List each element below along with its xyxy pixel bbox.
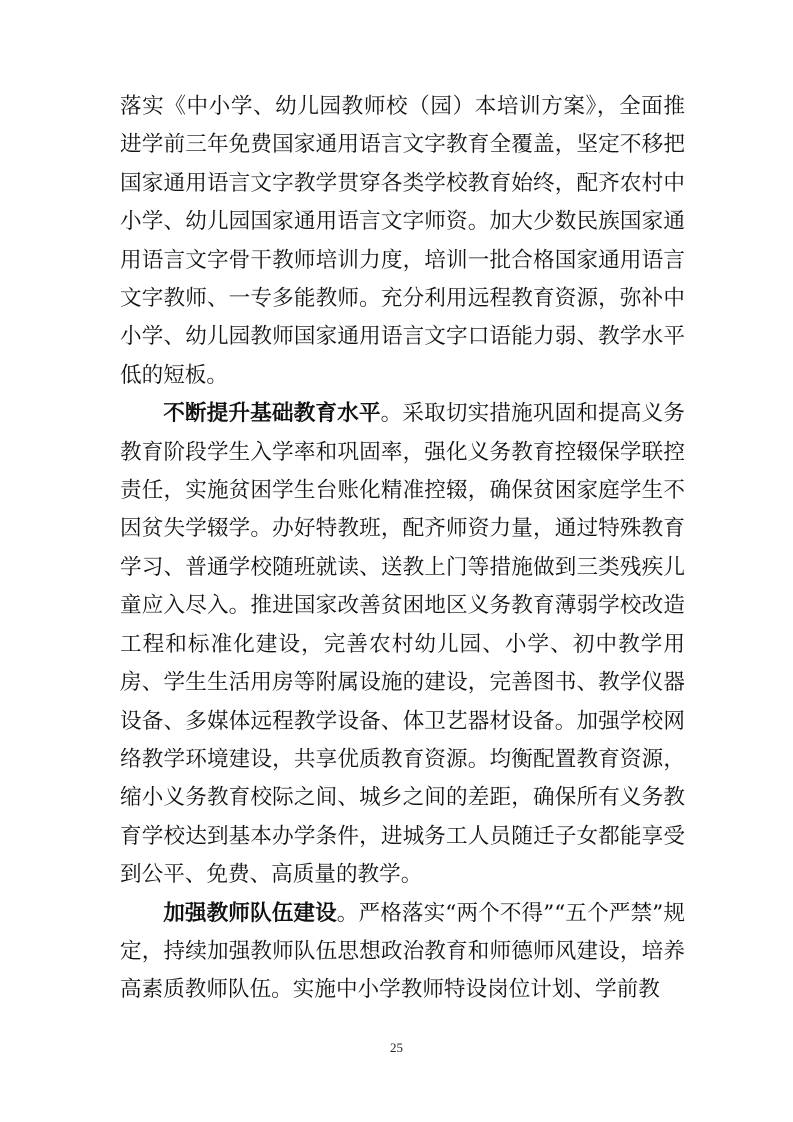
paragraph-basic-education <box>120 395 685 894</box>
paragraph-lead-heading: 加强教师队伍建设 <box>163 900 337 926</box>
paragraph-teacher-training <box>120 88 685 395</box>
page-number: 25 <box>390 1040 403 1055</box>
paragraph-text: 。严格落实“两个不得”“五个严禁”规定，持续加强教师队伍思想政治教育和师德师风建设，培养高素质教师队伍。实施中小学教师特设岗位计划、学前教 <box>120 900 685 1003</box>
paragraph-lead-heading: 不断提升基础教育水平 <box>163 401 381 427</box>
document-body <box>120 88 685 1010</box>
paragraph-text: 。采取切实措施巩固和提高义务教育阶段学生入学率和巩固率，强化义务教育控辍保学联控责任，实施贫困学生台账化精准控辍，确保贫困家庭学生不因贫失学辍学。办好特教班，配齐师资力量，通过特殊教育学习、普通学校随班就读、送教上门等措施做到三类残疾儿童应入尽入。推进国家改善贫困地区义务教育薄弱学校改造工程和标准化建设，完善农村幼儿园、小学、初中教学用房、学生生活用房等附属设施的建设，完善图书、教学仪器设备、多媒体远程教学设备、体卫艺器材设备。加强学校网络教学环境建设，共享优质教育资源。均衡配置教育资源，缩小义务教育校际之间、城乡之间的差距，确保所有义务教育学校达到基本办学条件，进城务工人员随迁子女都能享受到公平、免费、高质量的教学。 <box>120 401 685 888</box>
paragraph-text: 落实《中小学、幼儿园教师校（园）本培训方案》，全面推进学前三年免费国家通用语言文字教育全覆盖，坚定不移把国家通用语言文字教学贯穿各类学校教育始终，配齐农村中小学、幼儿园国家通用语言文字师资。加大少数民族国家通用语言文字骨干教师培训力度，培训一批合格国家通用语言文字教师、一专多能教师。充分利用远程教育资源，弥补中小学、幼儿园教师国家通用语言文字口语能力弱、教学水平低的短板。 <box>120 94 685 388</box>
paragraph-teacher-team <box>120 895 685 1010</box>
